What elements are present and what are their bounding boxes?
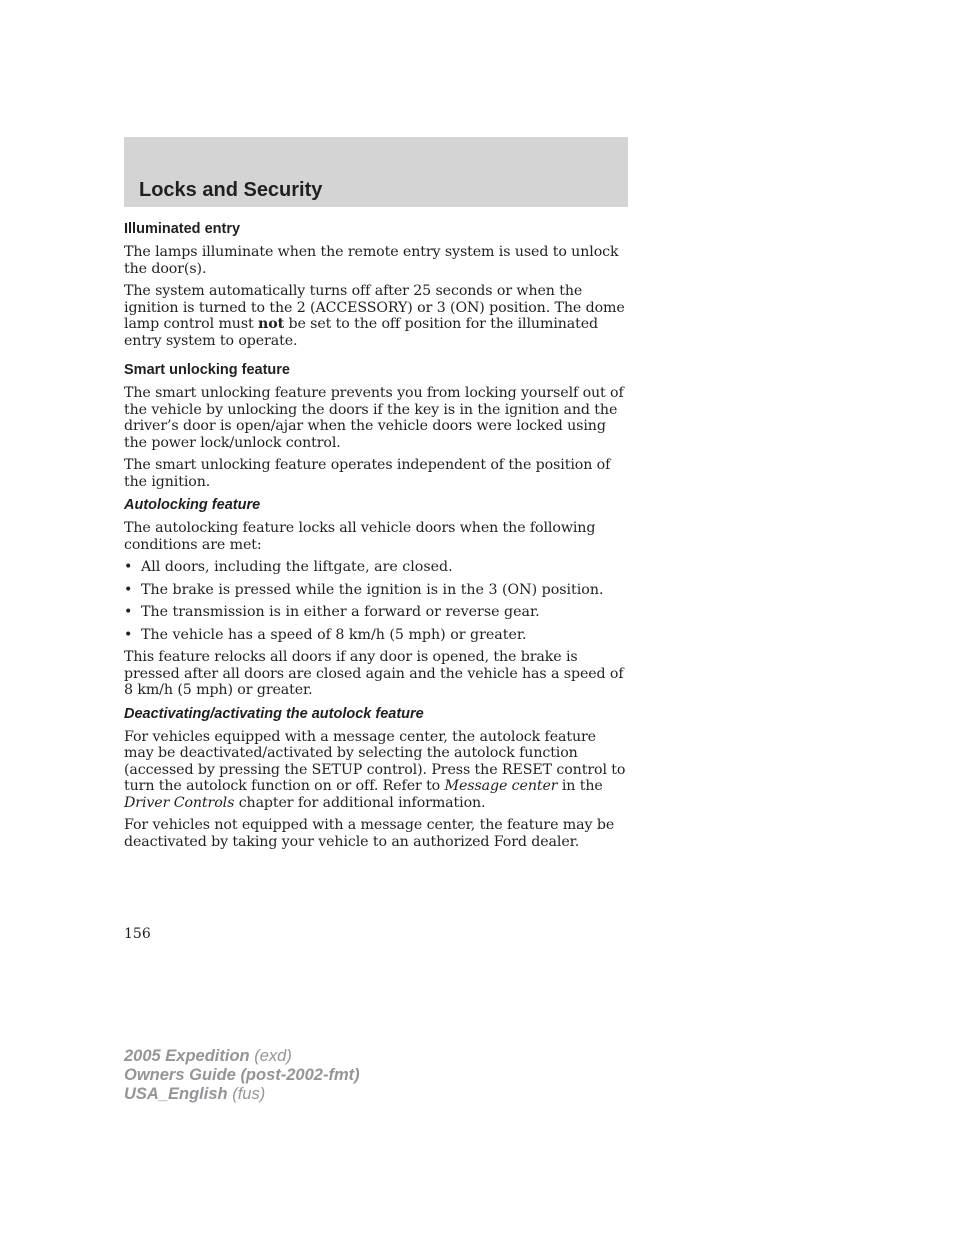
text-run: chapter for additional information.	[234, 794, 486, 811]
list-item-text: The vehicle has a speed of 8 km/h (5 mph) or greater.	[141, 626, 527, 643]
paragraph	[124, 729, 628, 812]
paragraph: The autolocking feature locks all vehicle doors when the following conditions are met:	[124, 520, 596, 553]
footer-line	[124, 1085, 360, 1104]
section-header	[124, 137, 628, 207]
paragraph: This feature relocks all doors if any door is opened, the brake is pressed after all doors are closed again and the vehicle has a speed of 8 km/h (5 mph) or greater.	[124, 649, 624, 698]
footer-model: 2005 Expedition	[124, 1047, 250, 1065]
list-item	[124, 582, 628, 599]
bullet-icon: •	[124, 626, 133, 643]
text-run: For vehicles equipped with a message center, the autolock feature may be deactivated/activated by selecting the autolock function (accessed by pressing the SETUP control). Press the RESET control to turn the autolock function on or off. Refer to	[124, 728, 626, 794]
list-item	[124, 604, 628, 621]
footer-code: (fus)	[227, 1085, 266, 1103]
list-item-text: All doors, including the liftgate, are closed.	[141, 559, 453, 575]
emphasis-bold: not	[258, 316, 285, 332]
heading-smart-unlocking: Smart unlocking feature	[124, 362, 290, 378]
bullet-icon: •	[124, 559, 133, 575]
page-number: 156	[124, 926, 151, 942]
section-title: Locks and Security	[139, 179, 323, 201]
list-item-text: The transmission is in either a forward or reverse gear.	[141, 604, 540, 620]
bullet-icon: •	[124, 581, 133, 598]
heading-illuminated-entry: Illuminated entry	[124, 221, 241, 237]
paragraph: The lamps illuminate when the remote entry system is used to unlock the door(s).	[124, 244, 619, 277]
heading-autolocking: Autolocking feature	[124, 497, 261, 513]
footer-guide: Owners Guide (post-2002-fmt)	[124, 1066, 360, 1084]
list-item	[124, 559, 628, 576]
bullet-icon: •	[124, 604, 133, 620]
footer-code: (exd)	[249, 1047, 292, 1065]
reference-message-center: Message center	[444, 778, 558, 794]
paragraph: The smart unlocking feature operates independent of the position of the ignition.	[124, 457, 611, 490]
paragraph: The smart unlocking feature prevents you from locking yourself out of the vehicle by unlocking the doors if the key is in the ignition and the driver’s door is open/ajar when the vehicle doors were locked using the power lock/unlock control.	[124, 385, 624, 451]
list-item-text: The brake is pressed while the ignition is in the 3 (ON) position.	[141, 581, 604, 598]
paragraph	[124, 283, 628, 349]
paragraph: For vehicles not equipped with a message center, the feature may be deactivated by taking your vehicle to an authorized Ford dealer.	[124, 817, 615, 850]
text-run: The system automatically turns off after 25 seconds or when the ignition is turned to the 2 (ACCESSORY) or 3 (ON) position. The dome lamp control must	[124, 283, 625, 332]
footer-line	[124, 1047, 360, 1066]
text-run: be set to the off position for the illuminated entry system to operate.	[124, 316, 599, 349]
list-item	[124, 627, 628, 644]
footer-line	[124, 1066, 360, 1085]
reference-driver-controls: Driver Controls	[124, 794, 235, 811]
text-run: in the	[557, 778, 603, 794]
conditions-list	[124, 559, 628, 643]
heading-deactivating: Deactivating/activating the autolock feature	[124, 705, 424, 722]
document-footer	[124, 1047, 360, 1104]
footer-language: USA_English	[124, 1085, 228, 1103]
page-content	[124, 220, 628, 856]
